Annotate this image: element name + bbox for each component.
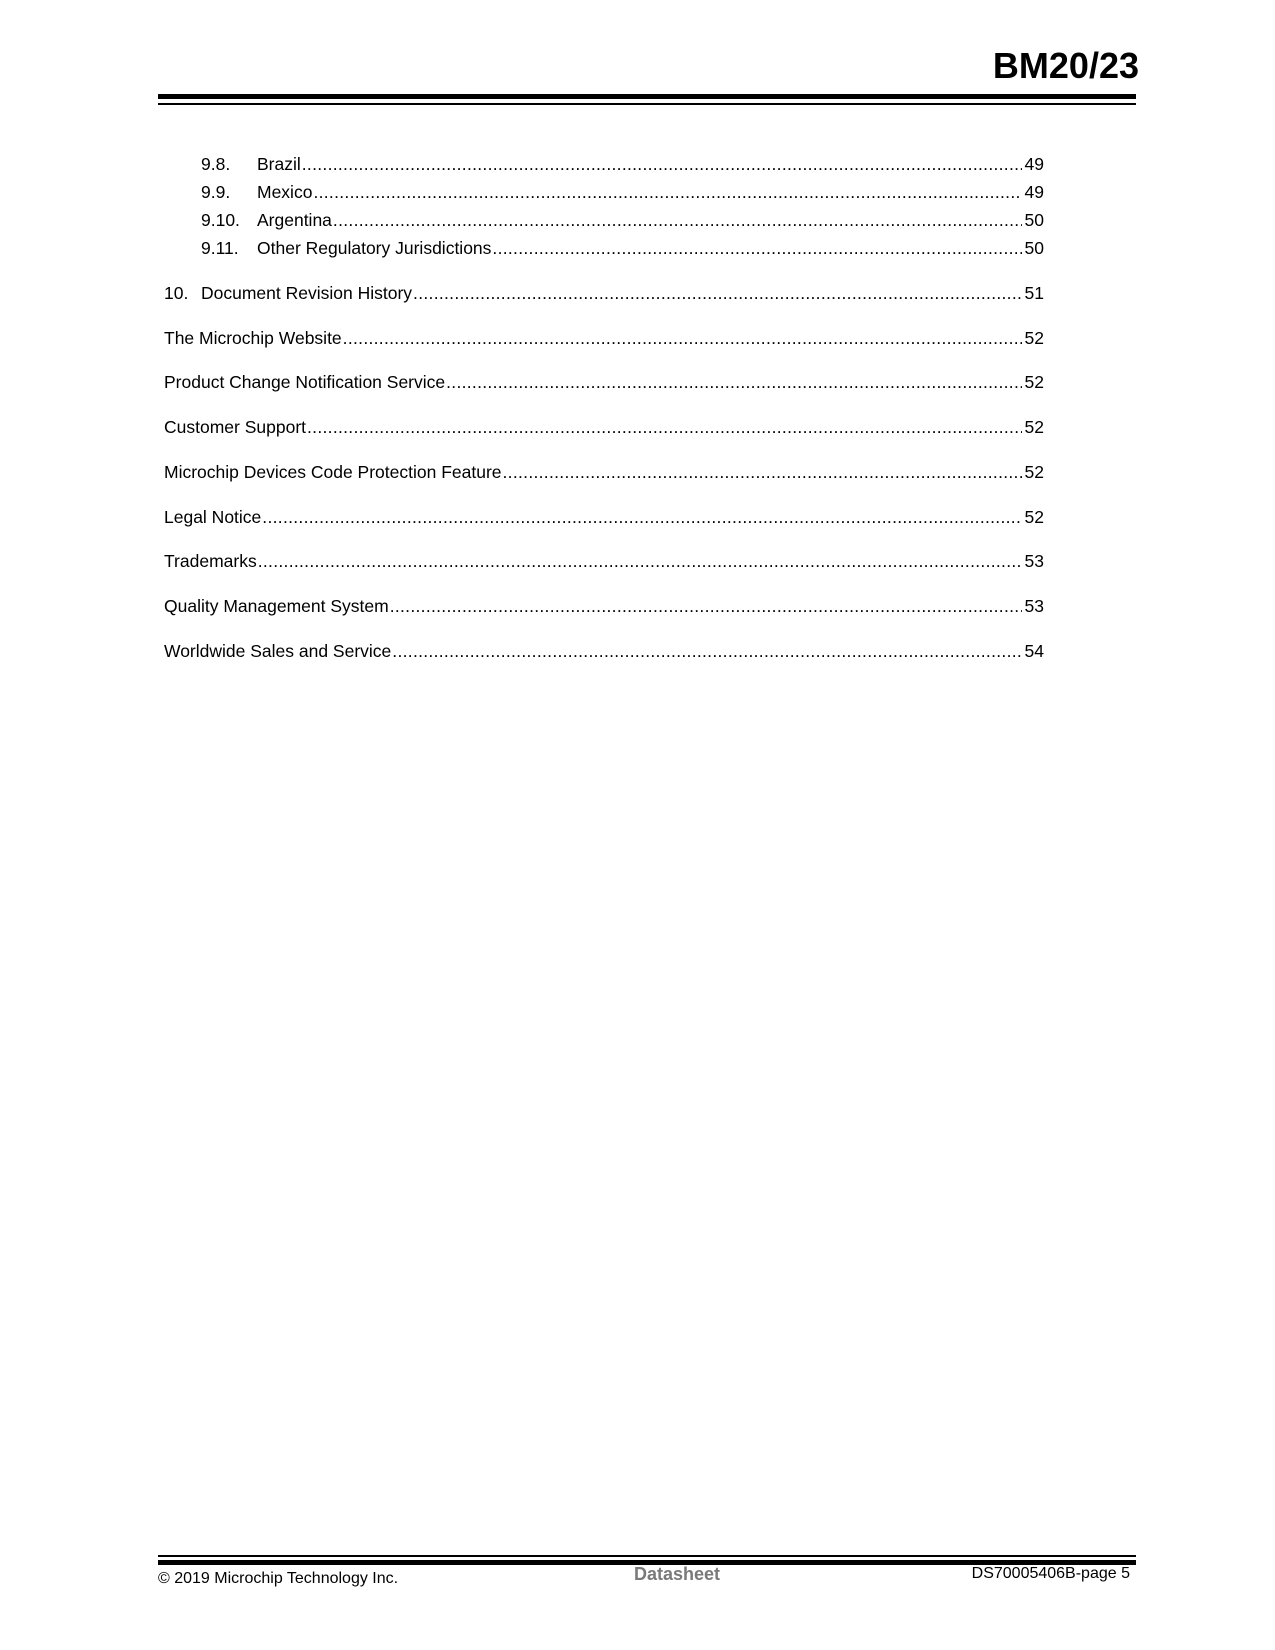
toc-dot-leader <box>446 368 1022 396</box>
toc-entry-title: Brazil <box>257 154 301 174</box>
toc-entry-title: Quality Management System <box>164 596 389 616</box>
toc-entry-microchip-website[interactable] <box>164 324 1044 352</box>
toc-entry-title: Mexico <box>257 182 313 202</box>
footer-doc-type: Datasheet <box>634 1564 721 1584</box>
toc-entry-number: 9.8. <box>201 154 231 174</box>
toc-entry-trademarks[interactable] <box>164 547 1044 575</box>
toc-entry-mexico[interactable] <box>201 178 1044 206</box>
toc-entry-argentina[interactable] <box>201 206 1044 234</box>
toc-dot-leader <box>413 279 1022 307</box>
toc-entry-title: Argentina <box>257 210 332 230</box>
toc-entry-title: Microchip Devices Code Protection Feature <box>164 462 502 482</box>
footer-doc-page: DS70005406B-page 5 <box>971 1565 1130 1582</box>
toc-entry-document-revision-history[interactable] <box>164 279 1044 307</box>
toc-dot-leader <box>307 413 1022 441</box>
toc-entry-page: 50 <box>1024 210 1044 230</box>
page-header-title: BM20/23 <box>992 45 1139 86</box>
toc-entry-page: 53 <box>1024 551 1044 571</box>
toc-entry-title: Document Revision History <box>201 283 413 303</box>
toc-entry-number: 9.10. <box>201 210 240 230</box>
toc-dot-leader <box>392 637 1022 665</box>
toc-entry-quality-management-system[interactable] <box>164 592 1044 620</box>
toc-entry-worldwide-sales-and-service[interactable] <box>164 637 1044 665</box>
toc-dot-leader <box>262 503 1022 531</box>
toc-entry-title: The Microchip Website <box>164 328 342 348</box>
toc-dot-leader <box>492 234 1022 262</box>
toc-dot-leader <box>503 458 1022 486</box>
toc-entry-page: 52 <box>1024 328 1044 348</box>
toc-entry-page: 50 <box>1024 238 1044 258</box>
toc-entry-product-change-notification[interactable] <box>164 368 1044 396</box>
toc-dot-leader <box>258 547 1022 575</box>
toc-entry-page: 52 <box>1024 462 1044 482</box>
toc-entry-page: 49 <box>1024 154 1044 174</box>
toc-entry-code-protection-feature[interactable] <box>164 458 1044 486</box>
toc-entry-other-regulatory-jurisdictions[interactable] <box>201 234 1044 262</box>
toc-entry-title: Customer Support <box>164 417 307 437</box>
toc-entry-number: 10. <box>164 283 189 303</box>
toc-entry-page: 52 <box>1024 507 1044 527</box>
toc-entry-legal-notice[interactable] <box>164 503 1044 531</box>
header-rule-thin <box>158 103 1136 105</box>
toc-entry-number: 9.11. <box>201 238 239 258</box>
toc-entry-page: 54 <box>1024 641 1044 661</box>
toc-entry-page: 53 <box>1024 596 1044 616</box>
toc-entry-customer-support[interactable] <box>164 413 1044 441</box>
toc-entry-page: 52 <box>1024 372 1044 392</box>
toc-dot-leader <box>390 592 1022 620</box>
toc-entry-title: Other Regulatory Jurisdictions <box>257 238 492 258</box>
header-rule-thick <box>158 94 1136 99</box>
toc-entry-page: 51 <box>1024 283 1044 303</box>
toc-entry-brazil[interactable] <box>201 150 1044 178</box>
footer-rule-thin <box>158 1555 1136 1557</box>
footer-copyright: © 2019 Microchip Technology Inc. <box>158 1570 399 1587</box>
toc-entry-page: 49 <box>1024 182 1044 202</box>
toc-entry-page: 52 <box>1024 417 1044 437</box>
toc-dot-leader <box>302 150 1022 178</box>
toc-dot-leader <box>343 324 1022 352</box>
toc-entry-title: Worldwide Sales and Service <box>164 641 392 661</box>
toc-entry-title: Legal Notice <box>164 507 262 527</box>
toc-entry-number: 9.9. <box>201 182 231 202</box>
toc-entry-title: Product Change Notification Service <box>164 372 446 392</box>
toc-dot-leader <box>313 178 1022 206</box>
toc-entry-title: Trademarks <box>164 551 257 571</box>
toc-dot-leader <box>333 206 1022 234</box>
